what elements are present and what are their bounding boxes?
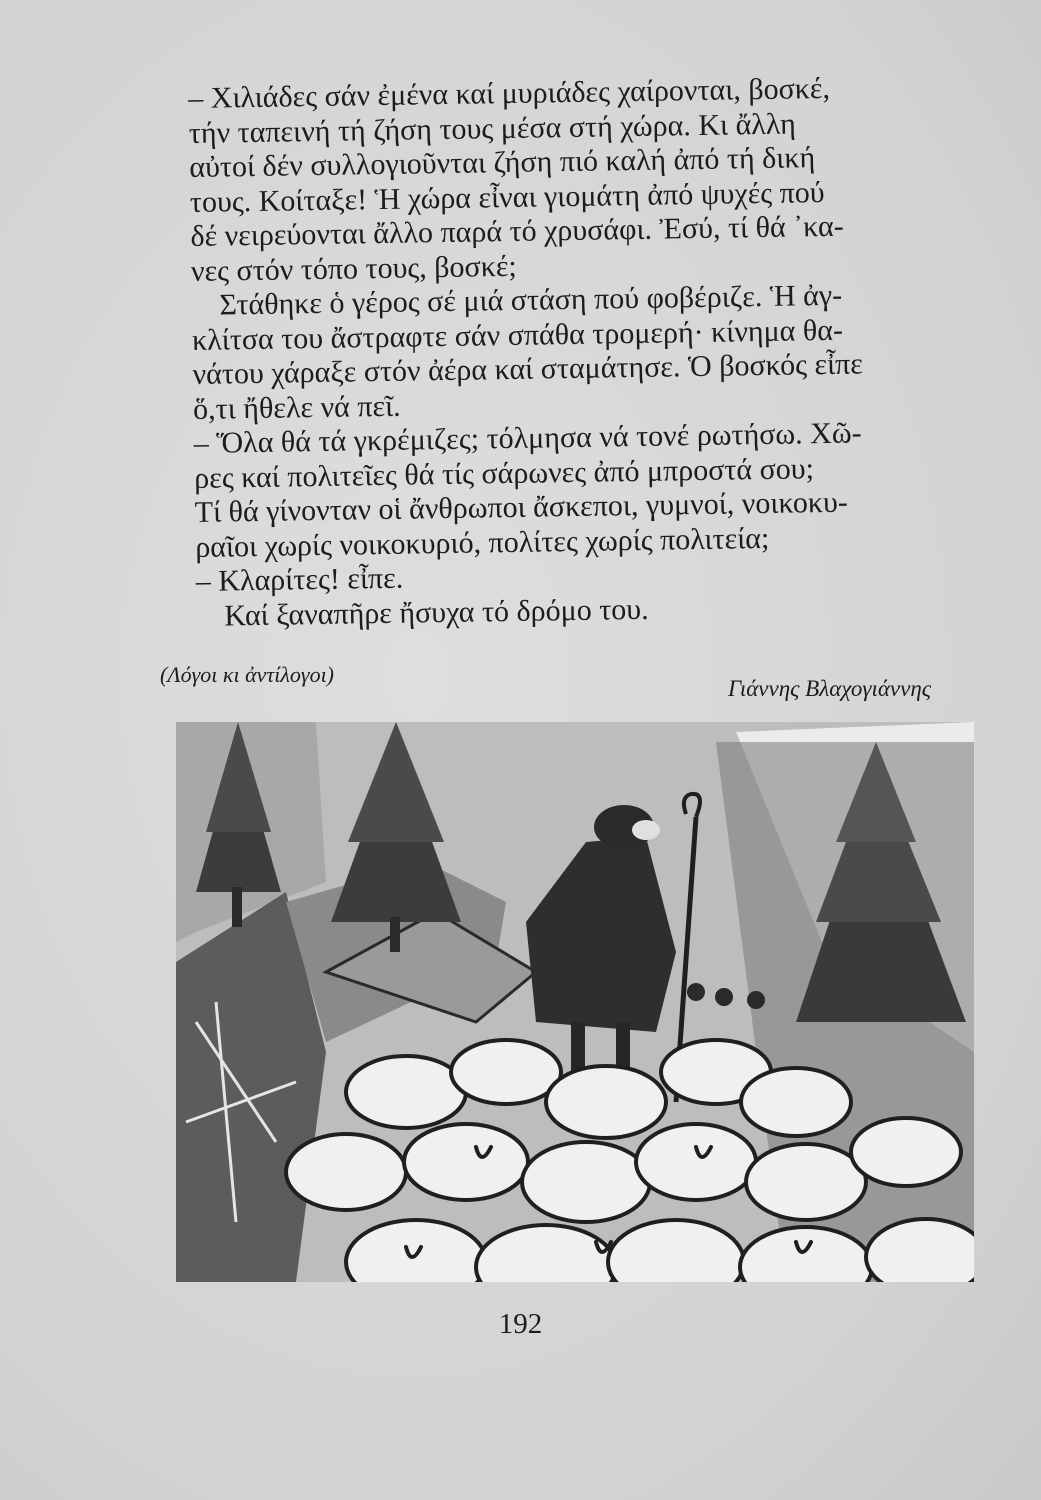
source-citation: (Λόγοι κι ἀντίλογοι) (160, 662, 335, 687)
text-line: – Χιλιάδες σάν ἐμένα καί μυριάδες χαίρονται, βοσκέ, (188, 71, 831, 115)
text-line: τους. Κοίταξε! Ἡ χώρα εἶναι γιομάτη ἀπό ψυχές πού (189, 175, 825, 219)
text-line: ρες καί πολιτεῖες θά τίς σάρωνες ἀπό μπροστά σου; (193, 451, 815, 495)
text-line: τήν ταπεινή τή ζήση τους μέσα στή χώρα. Κι ἄλλη (188, 106, 797, 150)
text-line: δέ νειρεύονται ἄλλο παρά τό χρυσάφι. Ἐσύ, τί θά ᾽κα- (190, 209, 844, 253)
text-line: νες στόν τόπο τους, βοσκέ; (190, 249, 518, 288)
text-line: ραῖοι χωρίς νοικοκυριό, πολίτες χωρίς πολιτεία; (195, 521, 770, 564)
text-line: νάτου χάραξε στόν ἀέρα καί σταμάτησε. Ὁ βοσκός εἶπε (192, 347, 864, 391)
shepherd-illustration (176, 722, 974, 1282)
text-line: ὅ,τι ἤθελε νά πεῖ. (192, 389, 401, 426)
text-line: κλίτσα του ἄστραφτε σάν σπάθα τρομερή· κίνημα θα- (191, 313, 844, 357)
text-line: Τί θά γίνονταν οἱ ἄνθρωποι ἄσκεποι, γυμνοί, νοικοκυ- (194, 485, 849, 529)
author-name: Γιάννης Βλαχογιάννης (728, 676, 932, 701)
text-line: – Κλαρίτες! εἶπε. (195, 561, 404, 598)
text-line: Στάθηκε ὁ γέρος σέ μιά στάση πού φοβέριζε. Ἡ ἀγ- (219, 278, 843, 322)
page-number: 192 (498, 1308, 543, 1340)
text-line: Καί ξαναπῆρε ἤσυχα τό δρόμο του. (224, 592, 649, 632)
body-text (188, 69, 997, 633)
text-line: – Ὅλα θά τά γκρέμιζες; τόλμησα νά τονέ ρωτήσω. Χῶ- (193, 416, 862, 460)
text-line: αὐτοί δέν συλλογιοῦνται ζήση πιό καλή ἀπό τή δική (189, 141, 816, 184)
